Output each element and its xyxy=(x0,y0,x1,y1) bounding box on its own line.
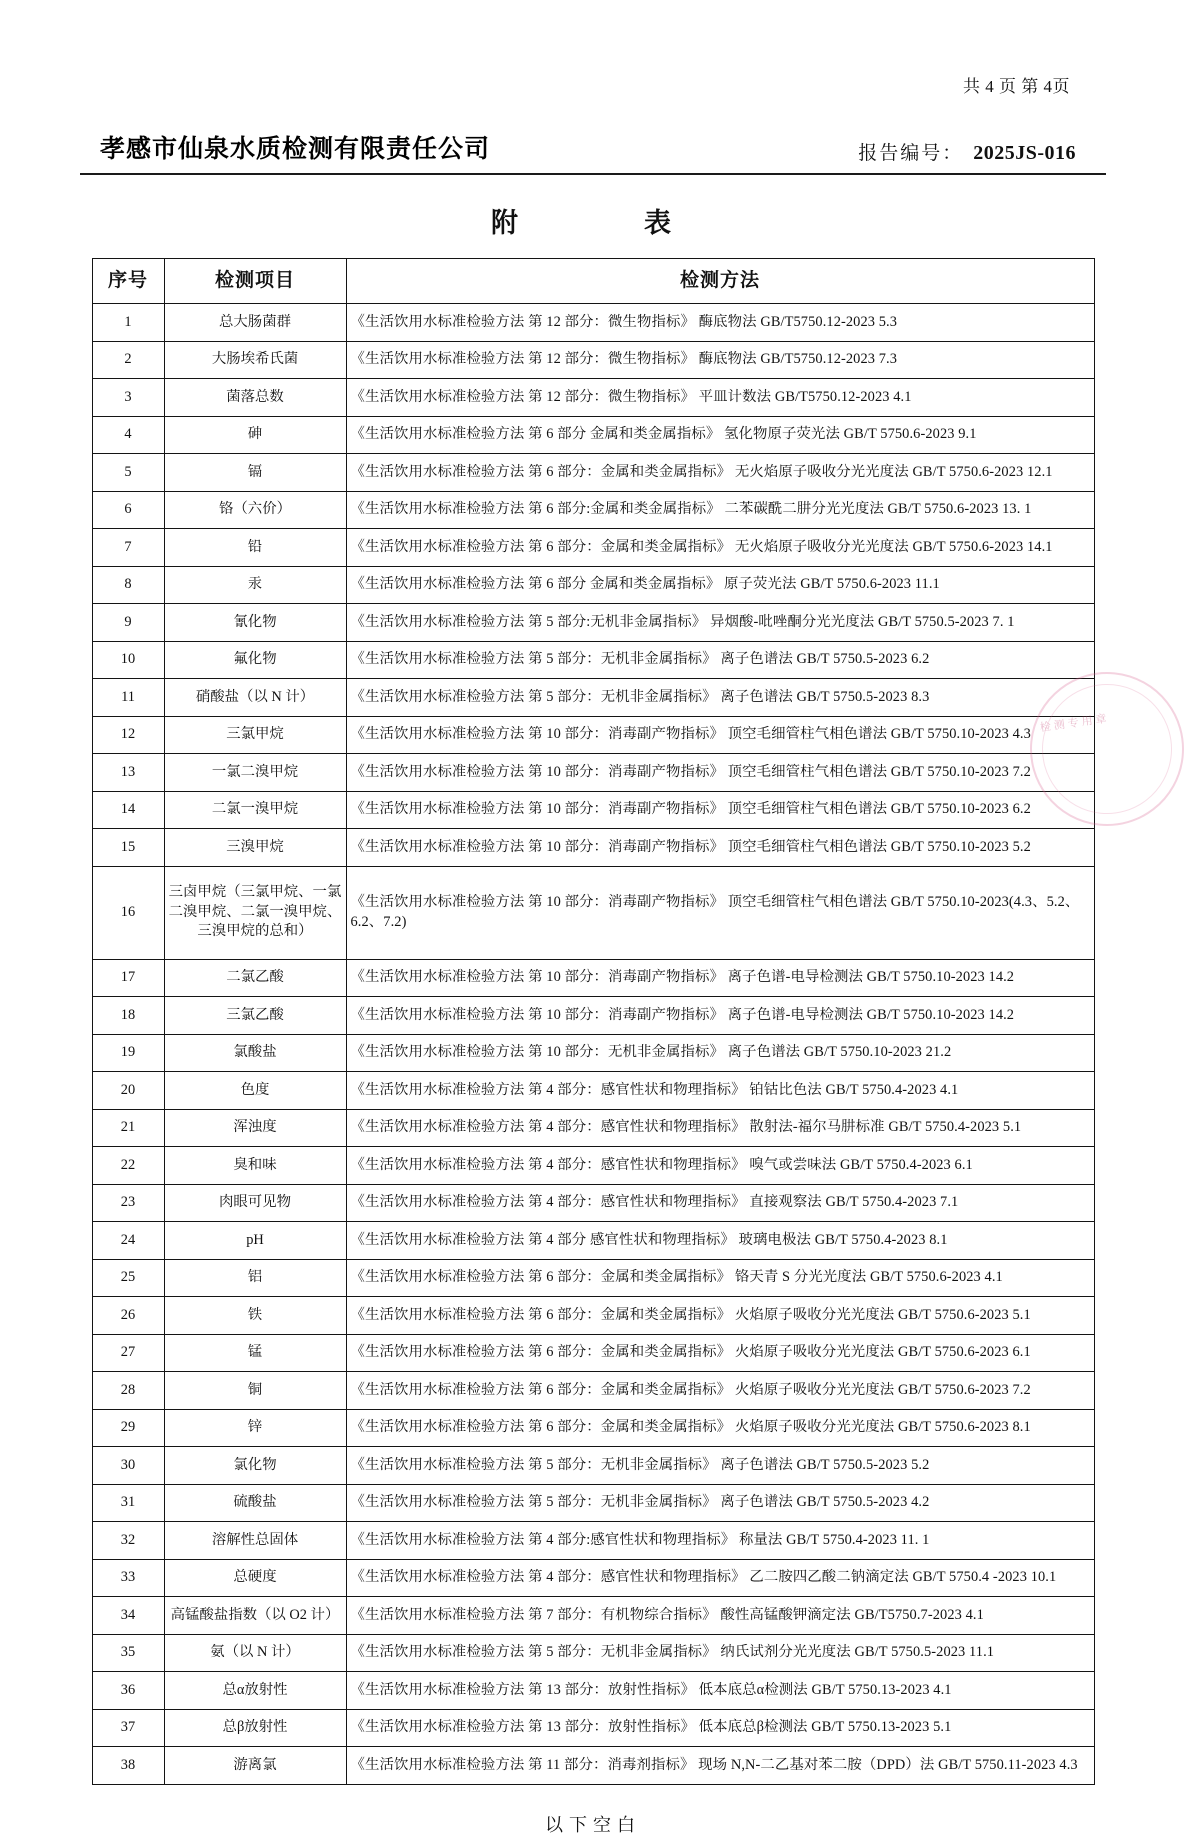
table-row xyxy=(92,604,1094,642)
table-row xyxy=(92,641,1094,679)
table-row xyxy=(92,341,1094,379)
cell-item: 硫酸盐 xyxy=(164,1484,346,1522)
cell-no: 34 xyxy=(92,1597,164,1635)
cell-no: 3 xyxy=(92,379,164,417)
table-row xyxy=(92,1034,1094,1072)
cell-method: 《生活饮用水标准检验方法 第 6 部分 金属和类金属指标》 氢化物原子荧光法 GB/T 5750.6-2023 9.1 xyxy=(346,416,1094,454)
column-header-item: 检测项目 xyxy=(164,259,346,304)
company-name: 孝感市仙泉水质检测有限责任公司 xyxy=(100,135,491,163)
cell-no: 2 xyxy=(92,341,164,379)
table-row xyxy=(92,1709,1094,1747)
cell-item: 汞 xyxy=(164,566,346,604)
table-row xyxy=(92,491,1094,529)
cell-no: 13 xyxy=(92,754,164,792)
cell-item: 总硬度 xyxy=(164,1559,346,1597)
cell-item: 铬（六价） xyxy=(164,491,346,529)
table-row xyxy=(92,679,1094,717)
cell-method: 《生活饮用水标准检验方法 第 4 部分：感官性状和物理指标》 直接观察法 GB/T 5750.4-2023 7.1 xyxy=(346,1184,1094,1222)
table-row xyxy=(92,1522,1094,1560)
cell-method: 《生活饮用水标准检验方法 第 5 部分：无机非金属指标》 纳氏试剂分光光度法 GB/T 5750.5-2023 11.1 xyxy=(346,1634,1094,1672)
cell-no: 1 xyxy=(92,304,164,342)
cell-method: 《生活饮用水标准检验方法 第 5 部分:无机非金属指标》 异烟酸-吡唑酮分光光度法 GB/T 5750.5-2023 7. 1 xyxy=(346,604,1094,642)
cell-method: 《生活饮用水标准检验方法 第 6 部分：金属和类金属指标》 火焰原子吸收分光光度法 GB/T 5750.6-2023 5.1 xyxy=(346,1297,1094,1335)
cell-method: 《生活饮用水标准检验方法 第 5 部分：无机非金属指标》 离子色谱法 GB/T 5750.5-2023 6.2 xyxy=(346,641,1094,679)
cell-item: 游离氯 xyxy=(164,1747,346,1785)
cell-item: 铝 xyxy=(164,1259,346,1297)
cell-item: 砷 xyxy=(164,416,346,454)
cell-no: 22 xyxy=(92,1147,164,1185)
cell-item: pH xyxy=(164,1222,346,1260)
cell-item: 铜 xyxy=(164,1372,346,1410)
cell-item: 二氯一溴甲烷 xyxy=(164,791,346,829)
cell-method: 《生活饮用水标准检验方法 第 10 部分：消毒副产物指标》 离子色谱-电导检测法 GB/T 5750.10-2023 14.2 xyxy=(346,997,1094,1035)
cell-no: 7 xyxy=(92,529,164,567)
cell-item: 总大肠菌群 xyxy=(164,304,346,342)
page-count: 共 4 页 第 4页 xyxy=(963,77,1070,96)
cell-method: 《生活饮用水标准检验方法 第 10 部分：消毒副产物指标》 顶空毛细管柱气相色谱法 GB/T 5750.10-2023(4.3、5.2、6.2、7.2) xyxy=(346,866,1094,959)
table-row xyxy=(92,1334,1094,1372)
cell-method: 《生活饮用水标准检验方法 第 10 部分：消毒副产物指标》 顶空毛细管柱气相色谱法 GB/T 5750.10-2023 5.2 xyxy=(346,829,1094,867)
table-row xyxy=(92,791,1094,829)
table-row xyxy=(92,716,1094,754)
cell-no: 10 xyxy=(92,641,164,679)
report-number-label: 报告编号： xyxy=(858,143,964,164)
cell-method: 《生活饮用水标准检验方法 第 7 部分：有机物综合指标》 酸性高锰酸钾滴定法 GB/T5750.7-2023 4.1 xyxy=(346,1597,1094,1635)
cell-method: 《生活饮用水标准检验方法 第 6 部分：金属和类金属指标》 火焰原子吸收分光光度法 GB/T 5750.6-2023 6.1 xyxy=(346,1334,1094,1372)
cell-method: 《生活饮用水标准检验方法 第 5 部分：无机非金属指标》 离子色谱法 GB/T 5750.5-2023 8.3 xyxy=(346,679,1094,717)
cell-no: 6 xyxy=(92,491,164,529)
cell-method: 《生活饮用水标准检验方法 第 4 部分：感官性状和物理指标》 嗅气或尝味法 GB/T 5750.4-2023 6.1 xyxy=(346,1147,1094,1185)
cell-item: 硝酸盐（以 N 计） xyxy=(164,679,346,717)
table-row xyxy=(92,1184,1094,1222)
table-row xyxy=(92,1372,1094,1410)
cell-item: 铁 xyxy=(164,1297,346,1335)
cell-no: 16 xyxy=(92,866,164,959)
cell-method: 《生活饮用水标准检验方法 第 13 部分：放射性指标》 低本底总α检测法 GB/T 5750.13-2023 4.1 xyxy=(346,1672,1094,1710)
cell-method: 《生活饮用水标准检验方法 第 13 部分：放射性指标》 低本底总β检测法 GB/T 5750.13-2023 5.1 xyxy=(346,1709,1094,1747)
cell-item: 氰化物 xyxy=(164,604,346,642)
cell-no: 36 xyxy=(92,1672,164,1710)
table-row xyxy=(92,566,1094,604)
cell-no: 26 xyxy=(92,1297,164,1335)
cell-method: 《生活饮用水标准检验方法 第 4 部分 感官性状和物理指标》 玻璃电极法 GB/T 5750.4-2023 8.1 xyxy=(346,1222,1094,1260)
table-row xyxy=(92,997,1094,1035)
document-header xyxy=(80,111,1106,175)
cell-item: 菌落总数 xyxy=(164,379,346,417)
cell-no: 18 xyxy=(92,997,164,1035)
cell-item: 铅 xyxy=(164,529,346,567)
cell-no: 24 xyxy=(92,1222,164,1260)
cell-item: 总β放射性 xyxy=(164,1709,346,1747)
cell-method: 《生活饮用水标准检验方法 第 5 部分：无机非金属指标》 离子色谱法 GB/T 5750.5-2023 4.2 xyxy=(346,1484,1094,1522)
cell-no: 38 xyxy=(92,1747,164,1785)
cell-no: 19 xyxy=(92,1034,164,1072)
table-row xyxy=(92,1447,1094,1485)
cell-method: 《生活饮用水标准检验方法 第 4 部分：感官性状和物理指标》 铂钴比色法 GB/T 5750.4-2023 4.1 xyxy=(346,1072,1094,1110)
cell-method: 《生活饮用水标准检验方法 第 10 部分：消毒副产物指标》 离子色谱-电导检测法 GB/T 5750.10-2023 14.2 xyxy=(346,959,1094,997)
cell-no: 29 xyxy=(92,1409,164,1447)
table-row xyxy=(92,959,1094,997)
cell-method: 《生活饮用水标准检验方法 第 5 部分：无机非金属指标》 离子色谱法 GB/T 5750.5-2023 5.2 xyxy=(346,1447,1094,1485)
cell-item: 锰 xyxy=(164,1334,346,1372)
table-row xyxy=(92,1409,1094,1447)
cell-no: 8 xyxy=(92,566,164,604)
table-row xyxy=(92,1484,1094,1522)
cell-no: 23 xyxy=(92,1184,164,1222)
cell-method: 《生活饮用水标准检验方法 第 6 部分 金属和类金属指标》 原子荧光法 GB/T 5750.6-2023 11.1 xyxy=(346,566,1094,604)
table-row xyxy=(92,1109,1094,1147)
methods-table xyxy=(92,258,1095,1785)
cell-no: 27 xyxy=(92,1334,164,1372)
cell-item: 氯酸盐 xyxy=(164,1034,346,1072)
cell-no: 37 xyxy=(92,1709,164,1747)
cell-method: 《生活饮用水标准检验方法 第 10 部分：消毒副产物指标》 顶空毛细管柱气相色谱法 GB/T 5750.10-2023 6.2 xyxy=(346,791,1094,829)
cell-item: 高锰酸盐指数（以 O2 计） xyxy=(164,1597,346,1635)
cell-method: 《生活饮用水标准检验方法 第 4 部分：感官性状和物理指标》 乙二胺四乙酸二钠滴定法 GB/T 5750.4 -2023 10.1 xyxy=(346,1559,1094,1597)
cell-no: 32 xyxy=(92,1522,164,1560)
cell-item: 色度 xyxy=(164,1072,346,1110)
cell-no: 5 xyxy=(92,454,164,492)
cell-method: 《生活饮用水标准检验方法 第 4 部分:感官性状和物理指标》 称量法 GB/T 5750.4-2023 11. 1 xyxy=(346,1522,1094,1560)
cell-method: 《生活饮用水标准检验方法 第 12 部分：微生物指标》 酶底物法 GB/T5750.12-2023 7.3 xyxy=(346,341,1094,379)
column-header-no: 序号 xyxy=(92,259,164,304)
cell-item: 氟化物 xyxy=(164,641,346,679)
table-row xyxy=(92,1597,1094,1635)
cell-method: 《生活饮用水标准检验方法 第 12 部分：微生物指标》 平皿计数法 GB/T5750.12-2023 4.1 xyxy=(346,379,1094,417)
cell-method: 《生活饮用水标准检验方法 第 6 部分：金属和类金属指标》 火焰原子吸收分光光度法 GB/T 5750.6-2023 8.1 xyxy=(346,1409,1094,1447)
cell-item: 三溴甲烷 xyxy=(164,829,346,867)
table-row xyxy=(92,304,1094,342)
cell-method: 《生活饮用水标准检验方法 第 6 部分：金属和类金属指标》 无火焰原子吸收分光光度法 GB/T 5750.6-2023 12.1 xyxy=(346,454,1094,492)
cell-method: 《生活饮用水标准检验方法 第 10 部分：无机非金属指标》 离子色谱法 GB/T 5750.10-2023 21.2 xyxy=(346,1034,1094,1072)
cell-item: 二氯乙酸 xyxy=(164,959,346,997)
cell-method: 《生活饮用水标准检验方法 第 12 部分：微生物指标》 酶底物法 GB/T5750.12-2023 5.3 xyxy=(346,304,1094,342)
cell-method: 《生活饮用水标准检验方法 第 6 部分:金属和类金属指标》 二苯碳酰二肼分光光度法 GB/T 5750.6-2023 13. 1 xyxy=(346,491,1094,529)
report-number-value: 2025JS-016 xyxy=(973,142,1076,164)
cell-item: 三卤甲烷（三氯甲烷、一氯二溴甲烷、二氯一溴甲烷、三溴甲烷的总和） xyxy=(164,866,346,959)
cell-no: 25 xyxy=(92,1259,164,1297)
cell-item: 三氯乙酸 xyxy=(164,997,346,1035)
table-row xyxy=(92,829,1094,867)
table-header-row xyxy=(92,259,1094,304)
cell-item: 浑浊度 xyxy=(164,1109,346,1147)
cell-no: 31 xyxy=(92,1484,164,1522)
cell-item: 一氯二溴甲烷 xyxy=(164,754,346,792)
cell-no: 17 xyxy=(92,959,164,997)
cell-item: 臭和味 xyxy=(164,1147,346,1185)
cell-no: 4 xyxy=(92,416,164,454)
table-row xyxy=(92,1559,1094,1597)
cell-method: 《生活饮用水标准检验方法 第 6 部分：金属和类金属指标》 铬天青 S 分光光度法 GB/T 5750.6-2023 4.1 xyxy=(346,1259,1094,1297)
report-number xyxy=(858,138,1076,165)
cell-no: 20 xyxy=(92,1072,164,1110)
table-row xyxy=(92,1259,1094,1297)
cell-method: 《生活饮用水标准检验方法 第 4 部分：感官性状和物理指标》 散射法-福尔马肼标准 GB/T 5750.4-2023 5.1 xyxy=(346,1109,1094,1147)
cell-item: 氯化物 xyxy=(164,1447,346,1485)
cell-item: 氨（以 N 计） xyxy=(164,1634,346,1672)
cell-no: 33 xyxy=(92,1559,164,1597)
table-row xyxy=(92,1222,1094,1260)
cell-no: 12 xyxy=(92,716,164,754)
footer-note: 以下空白 xyxy=(545,1814,641,1835)
column-header-method: 检测方法 xyxy=(346,259,1094,304)
table-row xyxy=(92,1072,1094,1110)
table-row xyxy=(92,416,1094,454)
cell-method: 《生活饮用水标准检验方法 第 11 部分：消毒剂指标》 现场 N,N-二乙基对苯二胺（DPD）法 GB/T 5750.11-2023 4.3 xyxy=(346,1747,1094,1785)
cell-no: 28 xyxy=(92,1372,164,1410)
cell-item: 溶解性总固体 xyxy=(164,1522,346,1560)
cell-no: 30 xyxy=(92,1447,164,1485)
table-row xyxy=(92,1634,1094,1672)
cell-no: 11 xyxy=(92,679,164,717)
table-row xyxy=(92,1147,1094,1185)
cell-item: 镉 xyxy=(164,454,346,492)
cell-method: 《生活饮用水标准检验方法 第 10 部分：消毒副产物指标》 顶空毛细管柱气相色谱法 GB/T 5750.10-2023 7.2 xyxy=(346,754,1094,792)
cell-no: 21 xyxy=(92,1109,164,1147)
page-title: 附 表 xyxy=(491,208,695,238)
table-row xyxy=(92,754,1094,792)
stamp-text: 检测专用章 xyxy=(1039,712,1111,735)
cell-no: 9 xyxy=(92,604,164,642)
cell-item: 三氯甲烷 xyxy=(164,716,346,754)
cell-method: 《生活饮用水标准检验方法 第 6 部分：金属和类金属指标》 火焰原子吸收分光光度法 GB/T 5750.6-2023 7.2 xyxy=(346,1372,1094,1410)
cell-item: 锌 xyxy=(164,1409,346,1447)
cell-no: 14 xyxy=(92,791,164,829)
cell-item: 总α放射性 xyxy=(164,1672,346,1710)
table-row xyxy=(92,1297,1094,1335)
methods-table-body xyxy=(92,304,1094,1785)
cell-item: 肉眼可见物 xyxy=(164,1184,346,1222)
cell-item: 大肠埃希氏菌 xyxy=(164,341,346,379)
cell-method: 《生活饮用水标准检验方法 第 10 部分：消毒副产物指标》 顶空毛细管柱气相色谱法 GB/T 5750.10-2023 4.3 xyxy=(346,716,1094,754)
table-row xyxy=(92,1747,1094,1785)
cell-no: 35 xyxy=(92,1634,164,1672)
table-row xyxy=(92,529,1094,567)
table-row xyxy=(92,1672,1094,1710)
table-row xyxy=(92,379,1094,417)
table-row xyxy=(92,454,1094,492)
cell-method: 《生活饮用水标准检验方法 第 6 部分：金属和类金属指标》 无火焰原子吸收分光光度法 GB/T 5750.6-2023 14.1 xyxy=(346,529,1094,567)
table-row xyxy=(92,866,1094,959)
cell-no: 15 xyxy=(92,829,164,867)
